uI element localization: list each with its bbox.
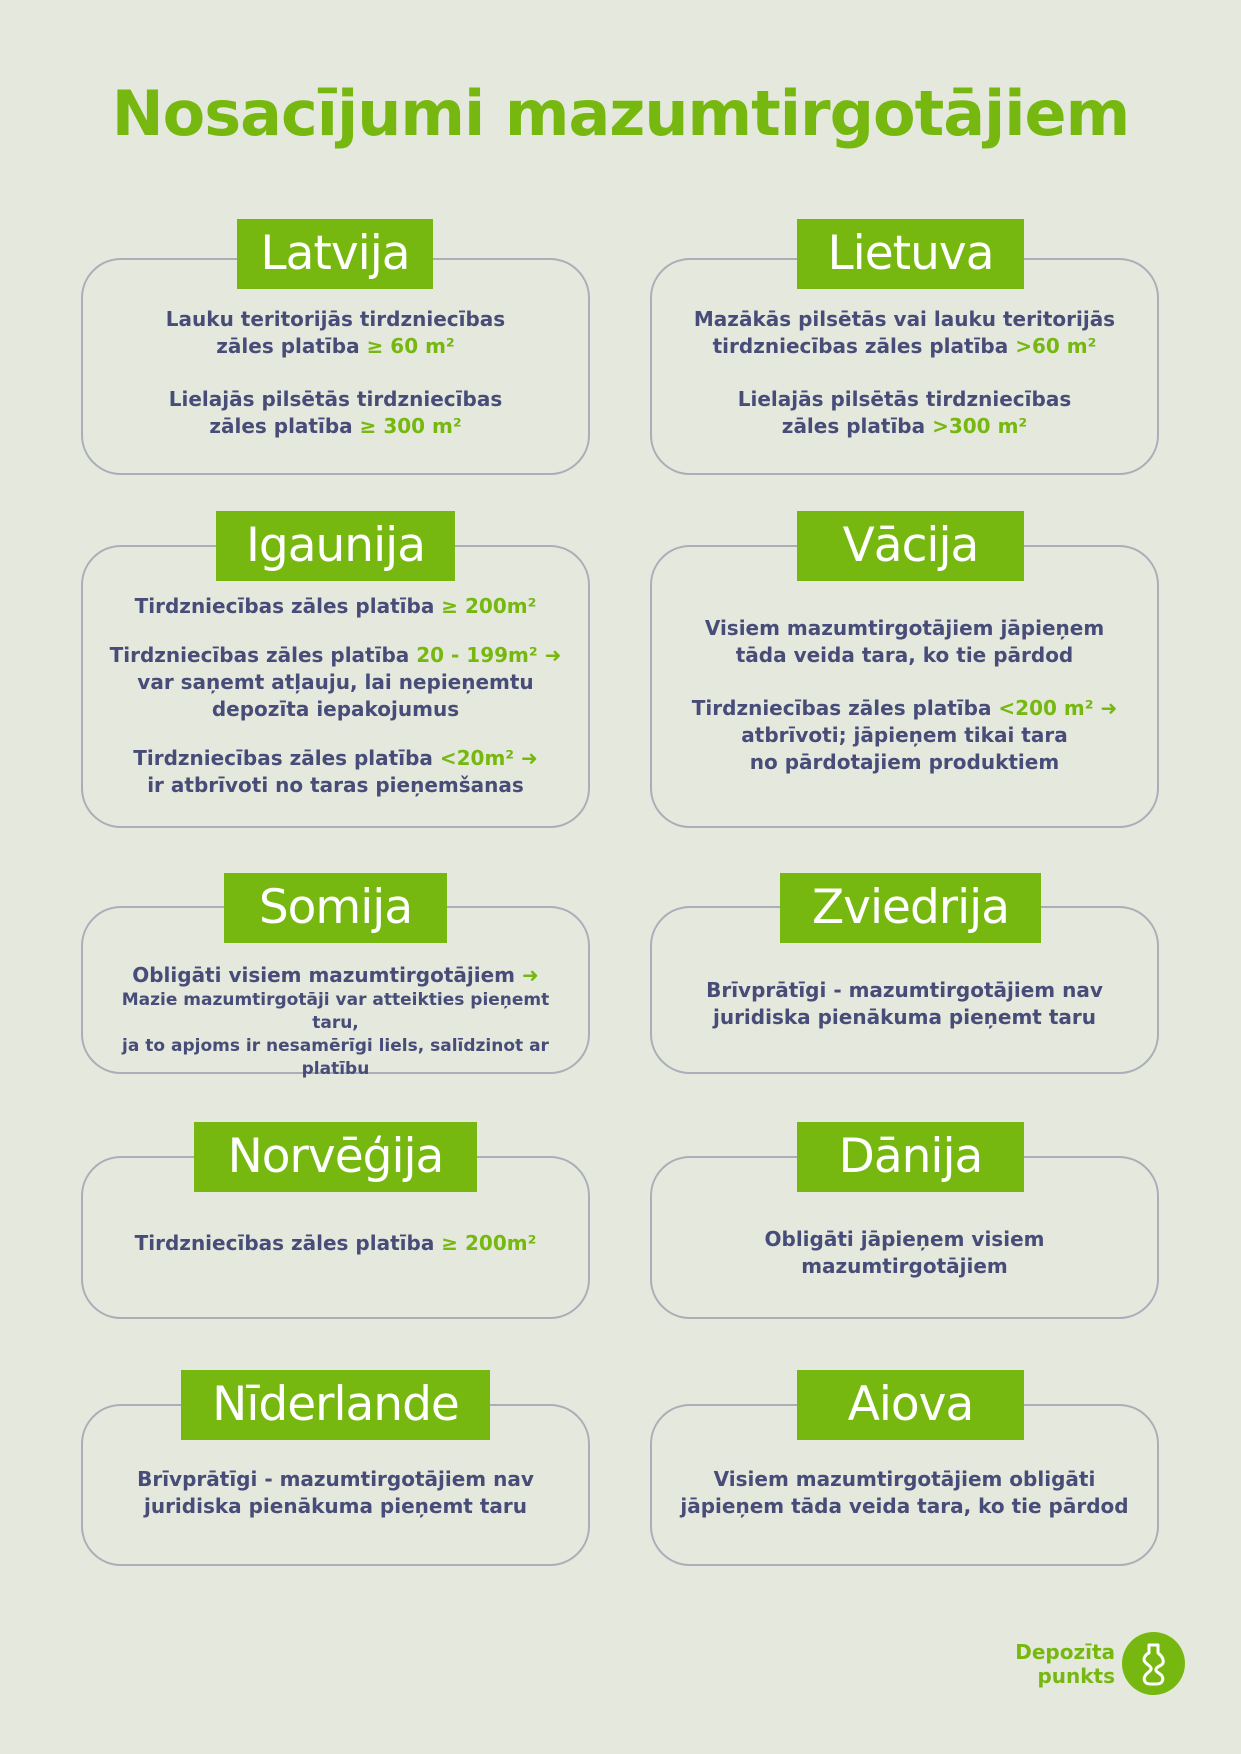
somija-rule-all: Obligāti visiem mazumtirgotājiem ➜ (132, 963, 539, 987)
logo-wordmark: Depozīta punkts (1015, 1640, 1115, 1688)
card-vacija (650, 545, 1159, 828)
vacija-rule-all: Visiem mazumtirgotājiem jāpieņem tāda veida tara, ko tie pārdod (704, 616, 1105, 667)
vacija-rule-under-200: Tirdzniecības zāles platība <200 m² ➜ atbrīvoti; jāpieņem tikai tara no pārdotajiem produktiem (691, 696, 1118, 774)
label-danija: Dānija (797, 1122, 1024, 1192)
igaunija-rule-200: Tirdzniecības zāles platība ≥ 200m² (134, 594, 537, 618)
lietuva-rule-city: Lielajās pilsētās tirdzniecības zāles platība >300 m² (737, 387, 1072, 438)
igaunija-rule-under-20: Tirdzniecības zāles platība <20m² ➜ ir atbrīvoti no taras pieņemšanas (133, 746, 538, 797)
label-aiova: Aiova (797, 1370, 1024, 1440)
label-lietuva: Lietuva (797, 219, 1024, 289)
norvegija-rule: Tirdzniecības zāles platība ≥ 200m² (134, 1231, 537, 1255)
niderlande-rule: Brīvprātīgi - mazumtirgotājiem nav juridiska pienākuma pieņemt taru (137, 1467, 534, 1518)
latvija-rule-rural: Lauku teritorijās tirdzniecības zāles platība ≥ 60 m² (165, 307, 506, 358)
label-igaunija: Igaunija (216, 511, 455, 581)
card-igaunija (81, 545, 590, 828)
label-niderlande: Nīderlande (181, 1370, 490, 1440)
label-latvija: Latvija (237, 219, 433, 289)
card-latvija (81, 258, 590, 475)
danija-rule: Obligāti jāpieņem visiem mazumtirgotājiem (764, 1227, 1045, 1278)
lietuva-rule-small-towns: Mazākās pilsētās vai lauku teritorijās tirdzniecības zāles platība >60 m² (693, 307, 1116, 358)
latvija-rule-city: Lielajās pilsētās tirdzniecības zāles platība ≥ 300 m² (168, 387, 503, 438)
aiova-rule: Visiem mazumtirgotājiem obligāti jāpieņem tāda veida tara, ko tie pārdod (680, 1467, 1129, 1518)
label-zviedrija: Zviedrija (780, 873, 1041, 943)
label-norvegija: Norvēģija (194, 1122, 477, 1192)
bottle-icon (1122, 1632, 1185, 1695)
page-title: Nosacījumi mazumtirgotājiem (111, 77, 1130, 150)
igaunija-rule-20-199: Tirdzniecības zāles platība 20 - 199m² ➜ var saņemt atļauju, lai nepieņemtu depozīta iepakojumus (109, 643, 562, 721)
somija-rule-small-retailers: Mazie mazumtirgotāji var atteikties pieņemt taru, ja to apjoms ir nesamērīgi liels, salīdzinot ar platību (121, 990, 550, 1079)
card-lietuva (650, 258, 1159, 475)
zviedrija-rule: Brīvprātīgi - mazumtirgotājiem nav juridiska pienākuma pieņemt taru (706, 978, 1103, 1029)
label-vacija: Vācija (797, 511, 1024, 581)
label-somija: Somija (224, 873, 447, 943)
